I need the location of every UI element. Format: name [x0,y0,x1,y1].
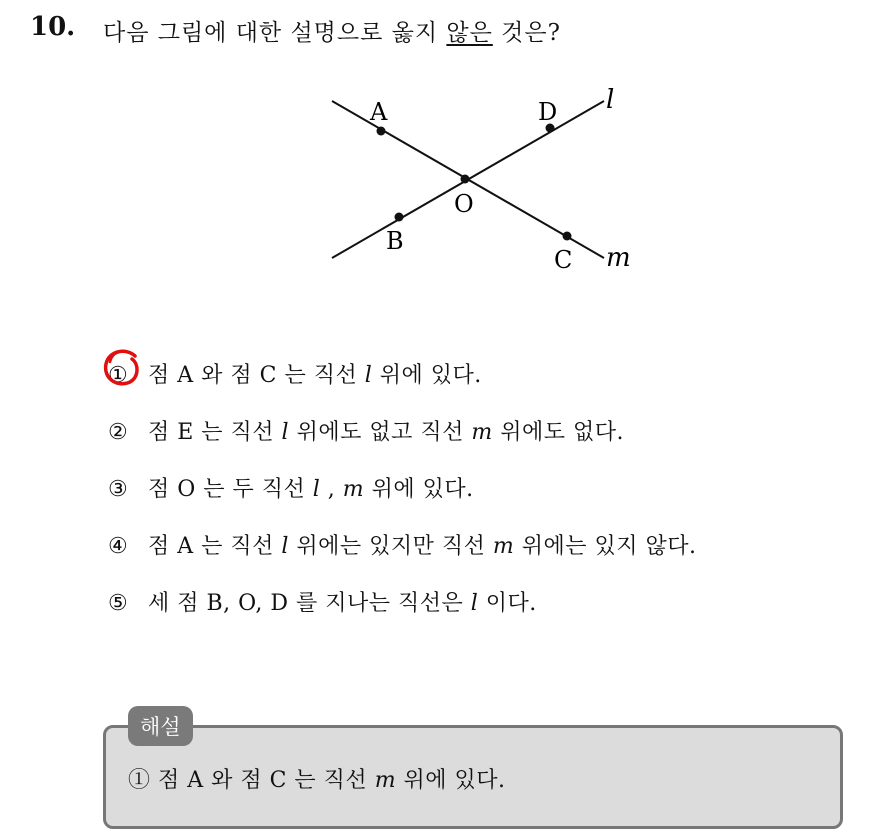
choice-4-line-var: m [492,534,515,559]
question-number: 10. [30,12,76,42]
solution-text [128,763,506,794]
choice-2-line-var: l [281,420,290,445]
choice-1[interactable] [108,358,697,415]
choice-3[interactable] [108,472,697,529]
point-a-dot [377,127,386,136]
line-l-label: l [606,85,615,115]
choice-4-part: 점 A 는 직선 [148,534,282,559]
choice-1-part: 위에 있다. [372,363,482,388]
choice-2-part: 점 E 는 직선 [148,420,282,445]
geometry-figure [320,80,650,280]
line-m-label: m [606,243,631,273]
choice-3-line-var: m [342,477,365,502]
choice-5-line-var: l [470,591,479,616]
point-c-dot [563,232,572,241]
choice-3-part: 위에 있다. [364,477,474,502]
choice-5-text [148,591,537,616]
question-text-after: 것은? [492,20,561,46]
solution-part: 위에 있다. [396,768,506,793]
choice-1-text [148,363,482,388]
choice-1-number: ① [108,363,128,388]
choice-4-text [148,534,697,559]
point-o-dot [461,175,470,184]
choice-2-line-var: m [471,420,493,445]
choice-4-part: 위에는 있지만 직선 [288,534,493,559]
choice-5-part: 세 점 B, O, D 를 지나는 직선은 [148,591,471,616]
point-b-label: B [386,227,404,255]
choice-2-text [148,420,624,445]
choice-4-part: 위에는 있지 않다. [514,534,697,559]
choice-3-number: ③ [108,477,128,502]
question-text-before: 다음 그림에 대한 설명으로 옳지 [103,20,447,46]
solution-label: 해설 [128,706,193,746]
choice-3-part: 점 O 는 두 직선 [148,477,313,502]
choice-2-number: ② [108,420,128,445]
choice-1-part: 점 A 와 점 C 는 직선 [148,363,365,388]
question-text [103,14,561,47]
point-a-label: A [370,98,388,126]
choice-4-number: ④ [108,534,128,559]
point-c-label: C [554,246,573,274]
point-b-dot [395,213,404,222]
choice-3-line-var: l [312,477,321,502]
choice-4[interactable] [108,529,697,586]
question-text-underlined: 않은 [446,20,493,46]
choice-2[interactable] [108,415,697,472]
answer-mark-icon [101,348,141,388]
solution-part: ① 점 A 와 점 C 는 직선 [128,768,375,793]
choice-2-part: 위에도 없다. [492,420,624,445]
choice-3-text [148,477,474,502]
solution-line-var: m [374,768,397,793]
choice-3-part: , [320,477,343,502]
choice-5-part: 이다. [478,591,537,616]
choice-list [108,358,697,643]
point-o-label: O [454,190,474,218]
choice-2-part: 위에도 없고 직선 [289,420,472,445]
choice-4-line-var: l [281,534,289,559]
point-d-label: D [538,98,558,126]
choice-1-line-var: l [364,363,373,388]
choice-5[interactable] [108,586,697,643]
choice-5-number: ⑤ [108,591,128,616]
